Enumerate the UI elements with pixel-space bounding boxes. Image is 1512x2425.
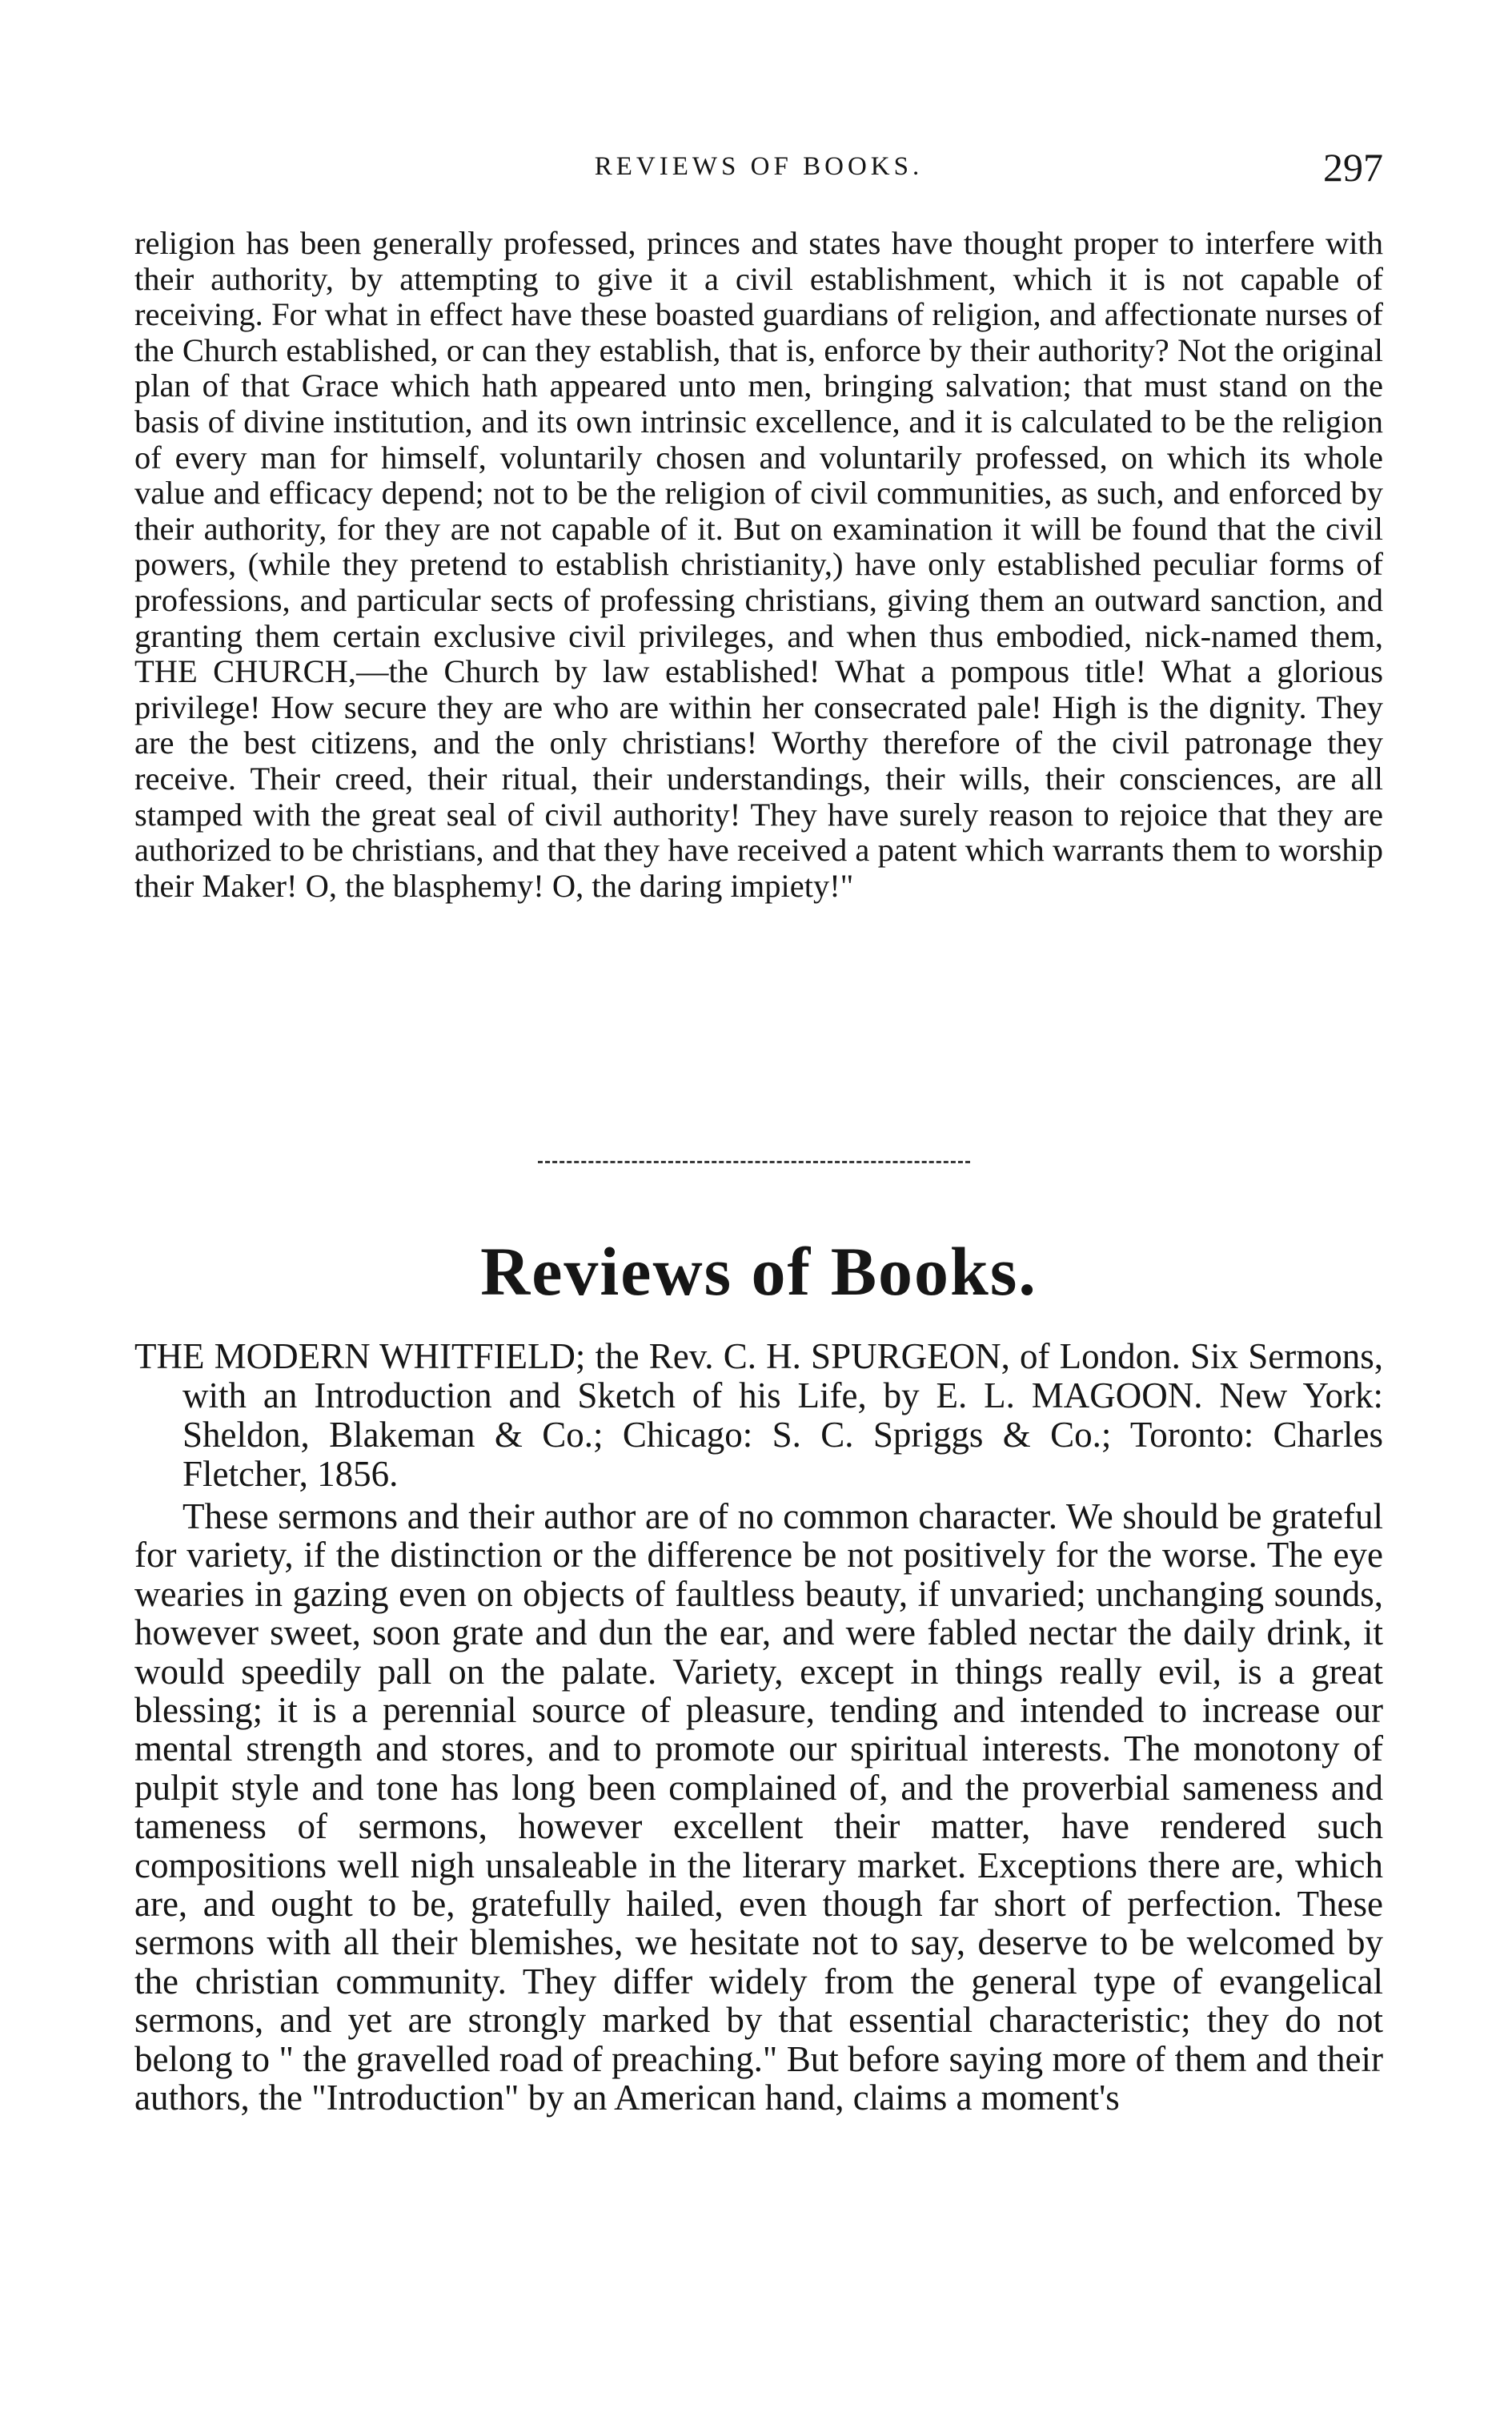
book-citation: THE MODERN WHITFIELD; the Rev. C. H. SPURGEON, of London. Six Sermons, with an Introduction and Sketch of his Life, by E. L. MAGOON. New York: Sheldon, Blakeman & Co.; Chicago: S. C. Spriggs & Co.; Toronto: Charles Fletcher, 1856. (134, 1336, 1383, 1494)
section-divider (538, 1161, 970, 1163)
section-heading: Reviews of Books. (480, 1233, 1037, 1310)
review-paragraph: These sermons and their author are of no common character. We should be grateful for variety, if the distinction or the difference be not positively for the worse. The eye wearies in gazing even on objects of faultless beauty, if unvaried; unchanging sounds, however sweet, soon grate and dun the ear, and were fabled nectar the daily drink, it would speedily pall on the palate. Variety, except in things really evil, is a great blessing; it is a perennial source of pleasure, tending and intended to increase our mental strength and stores, and to promote our spiritual interests. The monotony of pulpit style and tone has long been complained of, and the proverbial sameness and tameness of sermons, however excellent their matter, have rendered such compositions well nigh unsaleable in the literary market. Exceptions there are, which are, and ought to be, gratefully hailed, even though far short of perfection. These sermons with all their blemishes, we hesitate not to say, deserve to be welcomed by the christian community. They differ widely from the general type of evangelical sermons, and yet are strongly marked by that essential characteristic; they do not belong to " the gravelled road of preaching." But before saying more of them and their authors, the "Introduction" by an American hand, claims a moment's (134, 1496, 1383, 2118)
page-number: 297 (1323, 145, 1383, 190)
continued-paragraph: religion has been generally professed, princes and states have thought proper to interfere with their authority, by attempting to give it a civil establishment, which it is not capable of receiving. For what in effect have these boasted guardians of religion, and affectionate nurses of the Church established, or can they establish, that is, enforce by their authority? Not the original plan of that Grace which hath appeared unto men, bringing salvation; that must stand on the basis of divine institution, and its own intrinsic excellence, and it is calculated to be the religion of every man for himself, voluntarily chosen and voluntarily professed, on which its whole value and efficacy depend; not to be the religion of civil communities, as such, and enforced by their authority, for they are not capable of it. But on examination it will be found that the civil powers, (while they pretend to establish christianity,) have only established peculiar forms of professions, and particular sects of professing christians, giving them an outward sanction, and granting them certain exclusive civil privileges, and when thus embodied, nick-named them, THE CHURCH,—the Church by law established! What a pompous title! What a glorious privilege! How secure they are who are within her consecrated pale! High is the dignity. They are the best citizens, and the only christians! Worthy therefore of the civil patronage they receive. Their creed, their ritual, their understandings, their wills, their consciences, are all stamped with the great seal of civil authority! They have surely reason to rejoice that they are authorized to be christians, and that they have received a patent which warrants them to worship their Maker! O, the blasphemy! O, the daring impiety!" (134, 225, 1383, 904)
running-title: REVIEWS OF BOOKS. (594, 152, 924, 181)
running-head (134, 144, 1383, 200)
